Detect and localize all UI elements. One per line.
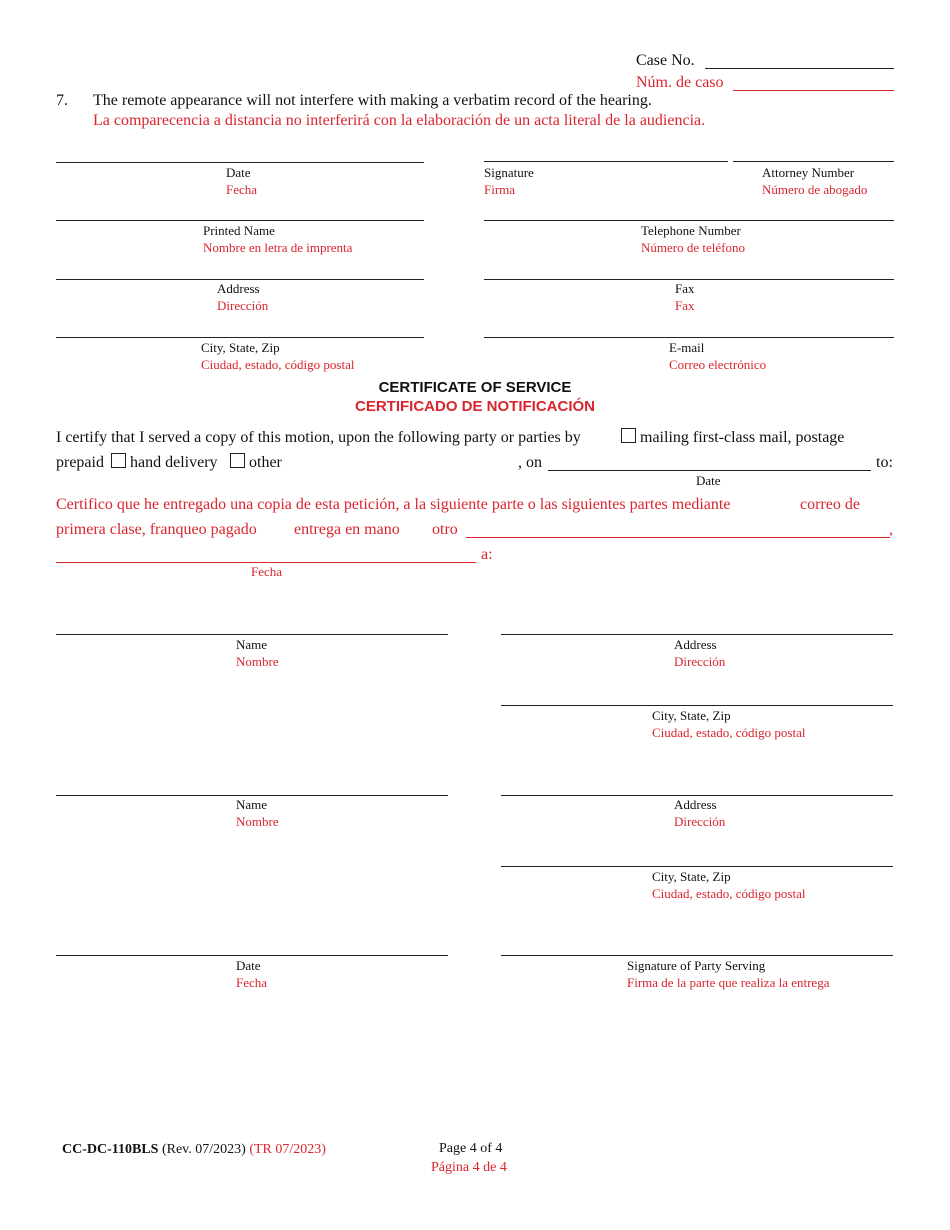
- date-signature-line[interactable]: [56, 162, 424, 163]
- comma-es: ,: [889, 521, 893, 538]
- to-label-es: a:: [481, 546, 493, 563]
- party1-name-line[interactable]: [56, 634, 448, 635]
- other-label-es: otro: [432, 521, 458, 538]
- on-label: , on: [518, 454, 542, 471]
- case-no-field[interactable]: [705, 68, 894, 69]
- to-label: to:: [876, 454, 893, 471]
- fax-label: Fax Fax: [675, 281, 695, 313]
- printed-name-line[interactable]: [56, 220, 424, 221]
- date-label: Date Fecha: [226, 165, 258, 197]
- form-code: CC-DC-110BLS: [62, 1142, 159, 1157]
- page-number-es: Página 4 de 4: [431, 1160, 507, 1175]
- service-date-field[interactable]: [548, 470, 871, 471]
- address-line[interactable]: [56, 279, 424, 280]
- service-date-label-es: Fecha: [251, 564, 283, 579]
- other-checkbox[interactable]: [230, 453, 245, 468]
- hand-delivery-label-es: entrega en mano: [294, 521, 400, 538]
- city-line[interactable]: [56, 337, 424, 338]
- party1-address-label: Address Dirección: [674, 637, 726, 669]
- mail-option-label-es: correo de: [800, 496, 860, 513]
- serving-signature-label: Signature of Party Serving Firma de la parte que realiza la entrega: [627, 958, 830, 990]
- item-7-text: The remote appearance will not interfere with making a verbatim record of the hearing.: [93, 92, 652, 109]
- telephone-line[interactable]: [484, 220, 894, 221]
- serving-signature-line[interactable]: [501, 955, 893, 956]
- case-no-label-es: Núm. de caso: [636, 74, 724, 91]
- mail-checkbox[interactable]: [621, 428, 636, 443]
- party2-name-line[interactable]: [56, 795, 448, 796]
- fax-line[interactable]: [484, 279, 894, 280]
- page-number: Page 4 of 4: [439, 1141, 503, 1156]
- other-label: other: [249, 454, 282, 471]
- party2-address-line[interactable]: [501, 795, 893, 796]
- case-no-label: Case No.: [636, 52, 695, 69]
- email-label: E-mail Correo electrónico: [669, 340, 767, 372]
- party2-name-label: Name Nombre: [236, 797, 279, 829]
- mail-option-label: mailing first-class mail, postage: [640, 429, 845, 446]
- party2-address-label: Address Dirección: [674, 797, 726, 829]
- attorney-number-line[interactable]: [733, 161, 894, 162]
- hand-delivery-checkbox[interactable]: [111, 453, 126, 468]
- certify-text-es-line1: Certifico que he entregado una copia de esta petición, a la siguiente parte o las siguientes partes mediante: [56, 496, 731, 513]
- attorney-number-label: Attorney Number Número de abogado: [762, 165, 868, 197]
- form-revision: (Rev. 07/2023): [161, 1142, 246, 1157]
- item-number: 7.: [56, 92, 68, 109]
- serving-date-label: Date Fecha: [236, 958, 268, 990]
- prepaid-label: prepaid: [56, 454, 104, 471]
- party1-address-line[interactable]: [501, 634, 893, 635]
- signature-label: Signature Firma: [484, 165, 534, 197]
- service-date-label: Date: [696, 473, 721, 488]
- serving-date-line[interactable]: [56, 955, 448, 956]
- form-translation-revision: (TR 07/2023): [249, 1142, 326, 1157]
- certify-text-line1: I certify that I served a copy of this motion, upon the following party or parties by: [56, 429, 581, 446]
- form-id: [62, 1142, 326, 1158]
- service-date-field-es: [56, 562, 476, 563]
- other-field-es: [466, 537, 890, 538]
- party2-city-line[interactable]: [501, 866, 893, 867]
- case-no-field-es: [733, 90, 894, 91]
- address-label: Address Dirección: [217, 281, 269, 313]
- party2-city-label: City, State, Zip Ciudad, estado, código postal: [652, 869, 806, 901]
- printed-name-label: Printed Name Nombre en letra de imprenta: [203, 223, 353, 255]
- hand-delivery-label: hand delivery: [130, 454, 218, 471]
- party1-city-line[interactable]: [501, 705, 893, 706]
- email-line[interactable]: [484, 337, 894, 338]
- prepaid-label-es: primera clase, franqueo pagado: [56, 521, 257, 538]
- signature-line[interactable]: [484, 161, 728, 162]
- city-label: City, State, Zip Ciudad, estado, código postal: [201, 340, 355, 372]
- certificate-title: CERTIFICATE OF SERVICE: [378, 379, 572, 396]
- other-field[interactable]: [290, 470, 512, 471]
- party1-name-label: Name Nombre: [236, 637, 279, 669]
- certificate-title-es: CERTIFICADO DE NOTIFICACIÓN: [355, 398, 595, 415]
- party1-city-label: City, State, Zip Ciudad, estado, código postal: [652, 708, 806, 740]
- telephone-label: Telephone Number Número de teléfono: [641, 223, 745, 255]
- item-7-text-es: La comparecencia a distancia no interferirá con la elaboración de un acta literal de la audiencia.: [93, 112, 706, 129]
